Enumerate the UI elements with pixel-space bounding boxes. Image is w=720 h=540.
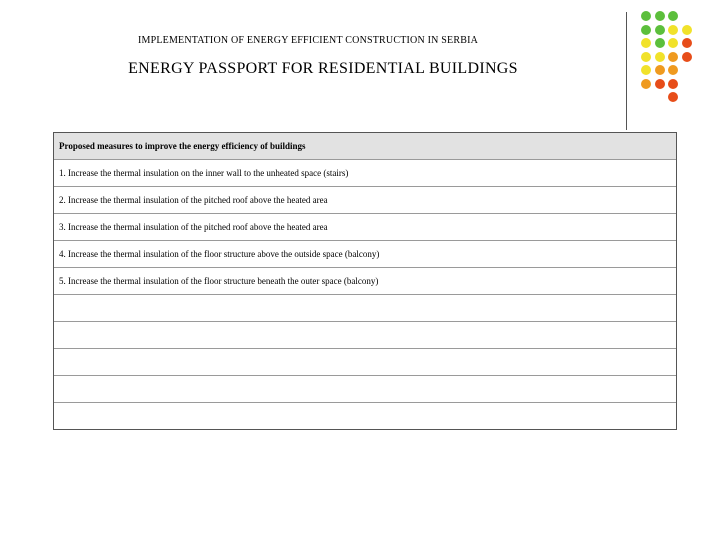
decorative-dot-grid [0,0,720,120]
table-row [54,349,676,376]
decorative-dot [641,52,651,62]
table-row: 4. Increase the thermal insulation of the floor structure above the outside space (balcony) [54,241,676,268]
decorative-dot [655,79,665,89]
measures-table [53,132,677,430]
decorative-dot [668,38,678,48]
decorative-dot [655,11,665,21]
document-title: ENERGY PASSPORT FOR RESIDENTIAL BUILDINGS [128,60,518,77]
decorative-dot [668,11,678,21]
table-row: 5. Increase the thermal insulation of the floor structure beneath the outer space (balcony) [54,268,676,295]
table-row [54,376,676,403]
decorative-dot [655,52,665,62]
decorative-dot [682,25,692,35]
table-header: Proposed measures to improve the energy efficiency of buildings [54,133,676,160]
decorative-dot [655,65,665,75]
decorative-dot [641,65,651,75]
table-row [54,295,676,322]
decorative-dot [668,92,678,102]
table-row: 2. Increase the thermal insulation of the pitched roof above the heated area [54,187,676,214]
decorative-dot [641,11,651,21]
decorative-dot [655,25,665,35]
document-subtitle: IMPLEMENTATION OF ENERGY EFFICIENT CONSTRUCTION IN SERBIA [137,35,479,46]
table-row [54,322,676,349]
decorative-dot [668,65,678,75]
table-row: 1. Increase the thermal insulation on the inner wall to the unheated space (stairs) [54,160,676,187]
decorative-dot [682,38,692,48]
decorative-dot [668,25,678,35]
decorative-dot [641,79,651,89]
table-row [54,403,676,430]
table-row: 3. Increase the thermal insulation of the pitched roof above the heated area [54,214,676,241]
decorative-dot [641,38,651,48]
decorative-dot [668,79,678,89]
decorative-dot [668,52,678,62]
decorative-dot [641,25,651,35]
decorative-dot [655,38,665,48]
decorative-dot [682,52,692,62]
